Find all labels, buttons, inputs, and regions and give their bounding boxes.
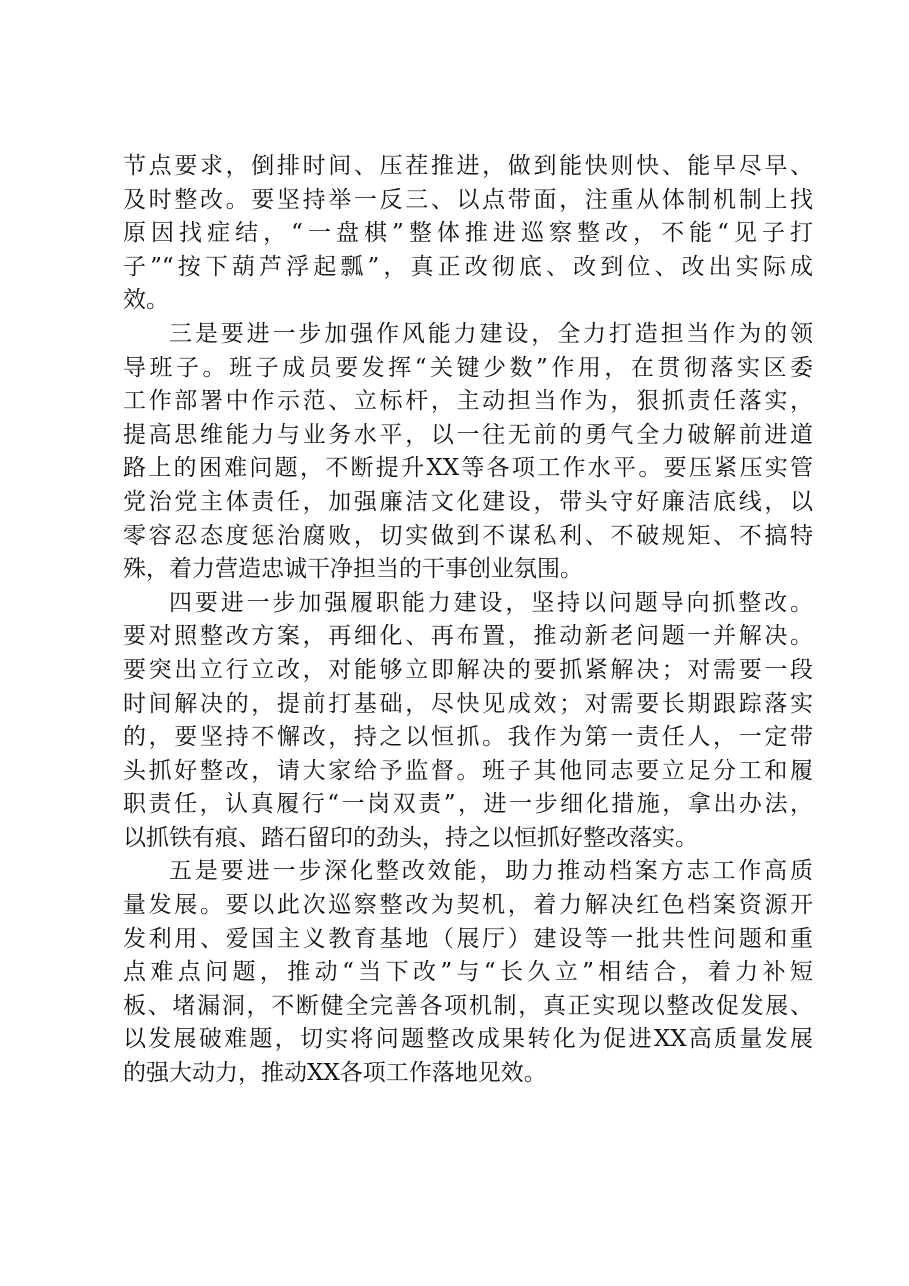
text-line: 五是要进一步深化整改效能，助力推动档案方志工作高质 — [169, 858, 813, 885]
text-line: 三是要进一步加强作风能力建设，全力打造担当作为的领 — [169, 320, 813, 347]
text-line: 殊，着力营造忠诚干净担当的干事创业氛围。 — [123, 556, 583, 583]
text-line: 工作部署中作示范、立标杆，主动担当作为，狠抓责任落实， — [123, 388, 813, 415]
text-line: 子”“按下葫芦浮起瓢”，真正改彻底、改到位、改出实际成 — [123, 253, 813, 280]
text-line: 效。 — [123, 287, 169, 314]
text-line: 职责任，认真履行“一岗双责”，进一步细化措施，拿出办法， — [123, 791, 813, 818]
text-line: 原因找症结，“一盘棋”整体推进巡察整改，不能“见子打 — [123, 220, 813, 247]
paragraph-rectification-efficiency — [123, 855, 813, 1090]
text-line: 提高思维能力与业务水平，以一往无前的勇气全力破解前进道 — [123, 421, 813, 448]
text-line: 及时整改。要坚持举一反三、以点带面，注重从体制机制上找 — [123, 186, 813, 213]
text-line: 的强大动力，推动XX各项工作落地见效。 — [123, 1060, 547, 1087]
text-line: 以发展破难题，切实将问题整改成果转化为促进XX高质量发展 — [123, 1026, 813, 1053]
text-line: 四要进一步加强履职能力建设，坚持以问题导向抓整改。 — [169, 589, 813, 616]
text-line: 要对照整改方案，再细化、再布置，推动新老问题一并解决。 — [123, 623, 813, 650]
text-line: 要突出立行立改，对能够立即解决的要抓紧解决；对需要一段 — [123, 656, 813, 683]
text-line: 发利用、爱国主义教育基地（展厅）建设等一批共性问题和重 — [123, 925, 813, 952]
text-line: 时间解决的，提前打基础，尽快见成效；对需要长期跟踪落实 — [123, 690, 813, 717]
text-line: 点难点问题，推动“当下改”与“长久立”相结合，着力补短 — [123, 959, 813, 986]
text-line: 板、堵漏洞，不断健全完善各项机制，真正实现以整改促发展、 — [123, 992, 813, 1019]
text-line: 路上的困难问题，不断提升XX等各项工作水平。要压紧压实管 — [123, 455, 813, 482]
text-line: 导班子。班子成员要发挥“关键少数”作用，在贯彻落实区委 — [123, 354, 813, 381]
text-line: 头抓好整改，请大家给予监督。班子其他同志要立足分工和履 — [123, 757, 813, 784]
text-line: 零容忍态度惩治腐败，切实做到不谋私利、不破规矩、不搞特 — [123, 522, 813, 549]
text-line: 节点要求，倒排时间、压茬推进，做到能快则快、能早尽早、 — [123, 153, 813, 179]
text-line: 党治党主体责任，加强廉洁文化建设，带头守好廉洁底线，以 — [123, 488, 813, 515]
text-line: 量发展。要以此次巡察整改为契机，着力解决红色档案资源开 — [123, 892, 813, 919]
text-line: 以抓铁有痕、踏石留印的劲头，持之以恒抓好整改落实。 — [123, 824, 698, 851]
paragraph-style-capacity — [123, 318, 813, 587]
text-line: 的，要坚持不懈改，持之以恒抓。我作为第一责任人，一定带 — [123, 724, 813, 751]
paragraph-1-continuation — [123, 150, 813, 318]
document-body — [123, 150, 813, 1091]
paragraph-duty-capacity — [123, 587, 813, 856]
